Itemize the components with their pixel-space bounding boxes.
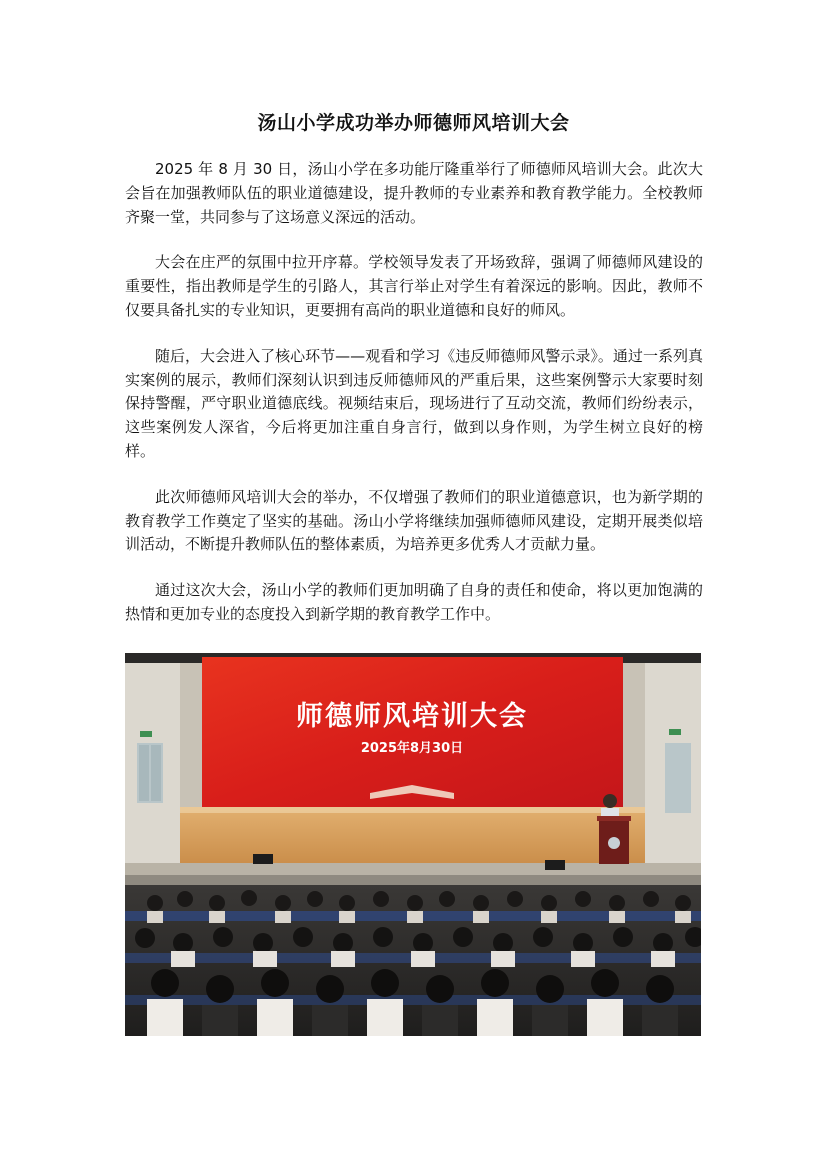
paragraph-5: 通过这次大会，汤山小学的教师们更加明确了自身的责任和使命，将以更加饱满的热情和更加专业的态度投入到新学期的教育教学工作中。 — [125, 581, 703, 623]
article-body — [125, 158, 703, 649]
presenter-head — [603, 794, 617, 808]
stage-speaker — [253, 854, 273, 864]
paragraph-1: 2025 年 8 月 30 日，汤山小学在多功能厅隆重举行了师德师风培训大会。此次大会旨在加强教师队伍的职业道德建设，提升教师的专业素养和教育教学能力。全校教师齐聚一堂，共同参与了这场意义深远的活动。 — [125, 160, 703, 226]
red-led-screen — [202, 657, 623, 807]
banner-date: 2025年8月30日 — [360, 741, 464, 756]
paragraph-2: 大会在庄严的氛围中拉开序幕。学校领导发表了开场致辞，强调了师德师风建设的重要性，指出教师是学生的引路人，其言行举止对学生有着深远的影响。因此，教师不仅要具备扎实的专业知识，更要拥有高尚的职业道德和良好的师风。 — [125, 253, 703, 319]
event-photo — [125, 653, 701, 1036]
stage-floor — [180, 807, 645, 867]
article-title: 汤山小学成功举办师德师风培训大会 — [257, 112, 570, 134]
right-door — [665, 743, 691, 813]
paragraph-3: 随后，大会进入了核心环节——观看和学习《违反师德师风警示录》。通过一系列真实案例的展示，教师们深刻认识到违反师德师风的严重后果，这些案例警示大家要时刻保持警醒，严守职业道德底线。视频结束后，现场进行了互动交流，教师们纷纷表示，这些案例发人深省，今后将更加注重自身言行，做到以身作则，为学生树立良好的榜样。 — [125, 346, 703, 460]
banner-title: 师德师风培训大会 — [296, 701, 528, 732]
exit-sign-icon — [140, 731, 152, 737]
school-emblem-icon — [608, 837, 620, 849]
stage-speaker — [545, 860, 565, 870]
paragraph-4: 此次师德师风培训大会的举办，不仅增强了教师们的职业道德意识，也为新学期的教育教学工作奠定了坚实的基础。汤山小学将继续加强师德师风建设，定期开展类似培训活动，不断提升教师队伍的整体素质，为培养更多优秀人才贡献力量。 — [125, 487, 703, 554]
